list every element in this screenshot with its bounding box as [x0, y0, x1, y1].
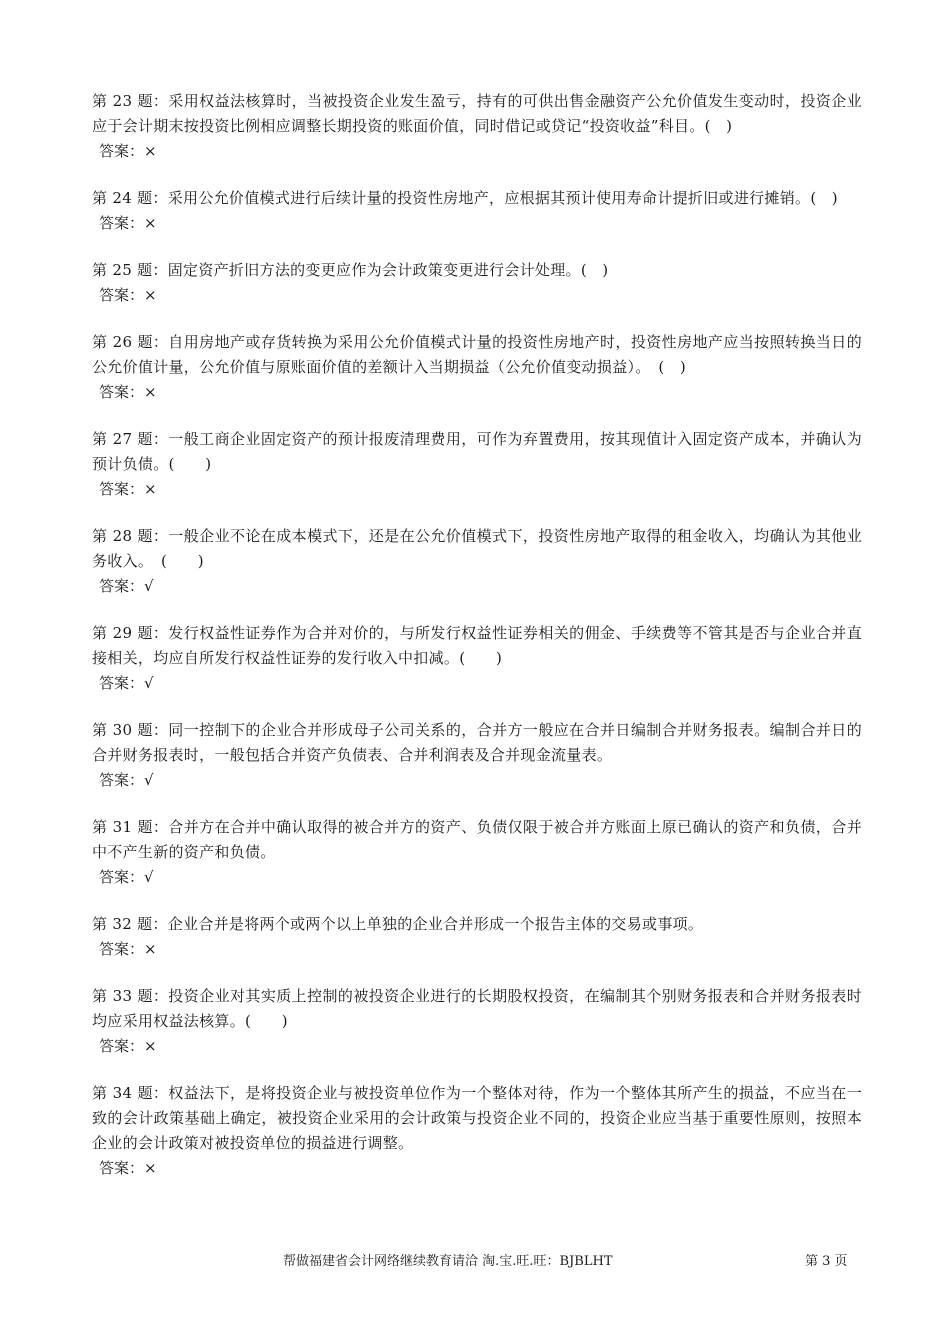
- question-answer: 答案：×: [99, 1037, 157, 1055]
- question-26: [92, 330, 862, 405]
- question-answer: 答案：×: [99, 214, 157, 232]
- question-answer: 答案：×: [99, 480, 157, 498]
- question-answer: 答案：×: [99, 940, 157, 958]
- question-31: [92, 815, 862, 890]
- question-text: 第 27 题：一般工商企业固定资产的预计报废清理费用，可作为弃置费用，按其现值计入固定资产成本，并确认为预计负债。( ): [92, 430, 862, 473]
- question-answer: 答案：√: [99, 674, 154, 692]
- question-text: 第 26 题：自用房地产或存货转换为采用公允价值模式计量的投资性房地产时，投资性房地产应当按照转换当日的公允价值计量，公允价值与原账面价值的差额计入当期损益（公允价值变动损益）。 ( ): [92, 333, 862, 376]
- question-text: 第 24 题：采用公允价值模式进行后续计量的投资性房地产，应根据其预计使用寿命计提折旧或进行摊销。( ): [92, 189, 838, 207]
- question-answer: 答案：×: [99, 286, 157, 304]
- question-text: 第 30 题：同一控制下的企业合并形成母子公司关系的，合并方一般应在合并日编制合并财务报表。编制合并日的合并财务报表时，一般包括合并资产负债表、合并利润表及合并现金流量表。: [92, 721, 862, 764]
- question-answer: 答案：√: [99, 577, 154, 595]
- question-29: [92, 621, 862, 696]
- question-answer: 答案：×: [99, 383, 157, 401]
- question-answer: 答案：×: [99, 142, 157, 160]
- footer-text: 帮做福建省会计网络继续教育请洽 淘.宝.旺.旺：BJBLHT: [283, 1254, 613, 1269]
- question-27: [92, 427, 862, 502]
- question-text: 第 29 题：发行权益性证券作为合并对价的，与所发行权益性证券相关的佣金、手续费等不管其是否与企业合并直接相关，均应自所发行权益性证券的发行收入中扣减。( ): [92, 624, 862, 667]
- question-answer: 答案：√: [99, 771, 154, 789]
- page-number: 第 3 页: [805, 1254, 848, 1269]
- question-text: 第 34 题：权益法下，是将投资企业与被投资单位作为一个整体对待，作为一个整体其所产生的损益，不应当在一致的会计政策基础上确定，被投资企业采用的会计政策与投资企业不同的，投资企业应当基于重要性原则，按照本企业的会计政策对被投资单位的损益进行调整。: [92, 1084, 862, 1152]
- question-answer: 答案：×: [99, 1159, 157, 1177]
- question-text: 第 25 题：固定资产折旧方法的变更应作为会计政策变更进行会计处理。( ): [92, 261, 609, 279]
- question-34: [92, 1081, 862, 1181]
- question-text: 第 33 题：投资企业对其实质上控制的被投资企业进行的长期股权投资，在编制其个别财务报表和合并财务报表时均应采用权益法核算。( ): [92, 987, 862, 1030]
- question-23: [92, 89, 862, 164]
- question-25: [92, 258, 862, 308]
- question-text: 第 32 题：企业合并是将两个或两个以上单独的企业合并形成一个报告主体的交易或事项。: [92, 915, 704, 933]
- question-text: 第 28 题：一般企业不论在成本模式下，还是在公允价值模式下，投资性房地产取得的租金收入，均确认为其他业务收入。 ( ): [92, 527, 862, 570]
- question-answer: 答案：√: [99, 868, 154, 886]
- question-30: [92, 718, 862, 793]
- question-24: [92, 186, 862, 236]
- question-text: 第 23 题：采用权益法核算时，当被投资企业发生盈亏，持有的可供出售金融资产公允价值发生变动时，投资企业应于会计期末按投资比例相应调整长期投资的账面价值，同时借记或贷记“投资收益”科目。( ): [92, 92, 862, 135]
- question-32: [92, 912, 862, 962]
- question-33: [92, 984, 862, 1059]
- question-28: [92, 524, 862, 599]
- question-text: 第 31 题：合并方在合并中确认取得的被合并方的资产、负债仅限于被合并方账面上原已确认的资产和负债，合并中不产生新的资产和负债。: [92, 818, 862, 861]
- question-list: [92, 89, 862, 1203]
- page-footer: [0, 1250, 950, 1270]
